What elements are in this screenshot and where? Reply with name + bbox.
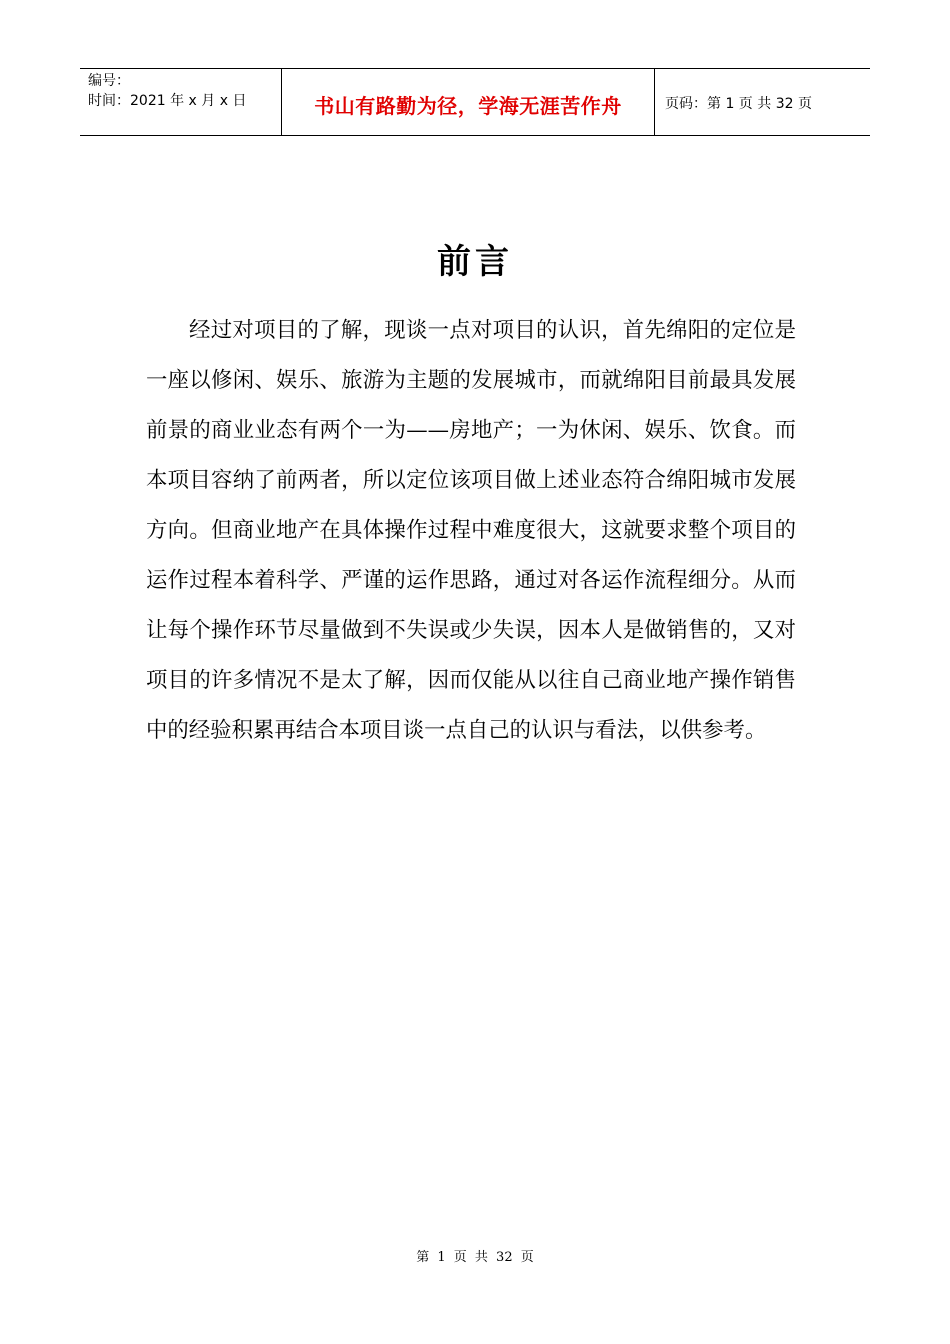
- body-paragraph: 经过对项目的了解，现谈一点对项目的认识，首先绵阳的定位是一座以修闲、娱乐、旅游为主题的发展城市，而就绵阳目前最具发展前景的商业业态有两个一为——房地产；一为休闲、娱乐、饮食。而本项目容纳了前两者，所以定位该项目做上述业态符合绵阳城市发展方向。但商业地产在具体操作过程中难度很大，这就要求整个项目的运作过程本着科学、严谨的运作思路，通过对各运作流程细分。从而让每个操作环节尽量做到不失误或少失误，因本人是做销售的，又对项目的许多情况不是太了解，因而仅能从以往自己商业地产操作销售中的经验积累再结合本项目谈一点自己的认识与看法，以供参考。: [146, 318, 796, 743]
- header-motto: 书山有路勤为径，学海无涯苦作舟: [282, 69, 655, 135]
- document-number-label: 编号：: [88, 73, 130, 89]
- header-page-info: 页码：第 1 页 共 32 页: [665, 96, 812, 112]
- document-header: [80, 68, 870, 136]
- document-date: 时间：2021 年 x 月 x 日: [88, 93, 247, 109]
- page-title: 前言: [437, 242, 513, 282]
- header-meta-cell: [80, 69, 282, 135]
- footer-page-number: 第 1 页 共 32 页: [416, 1250, 534, 1265]
